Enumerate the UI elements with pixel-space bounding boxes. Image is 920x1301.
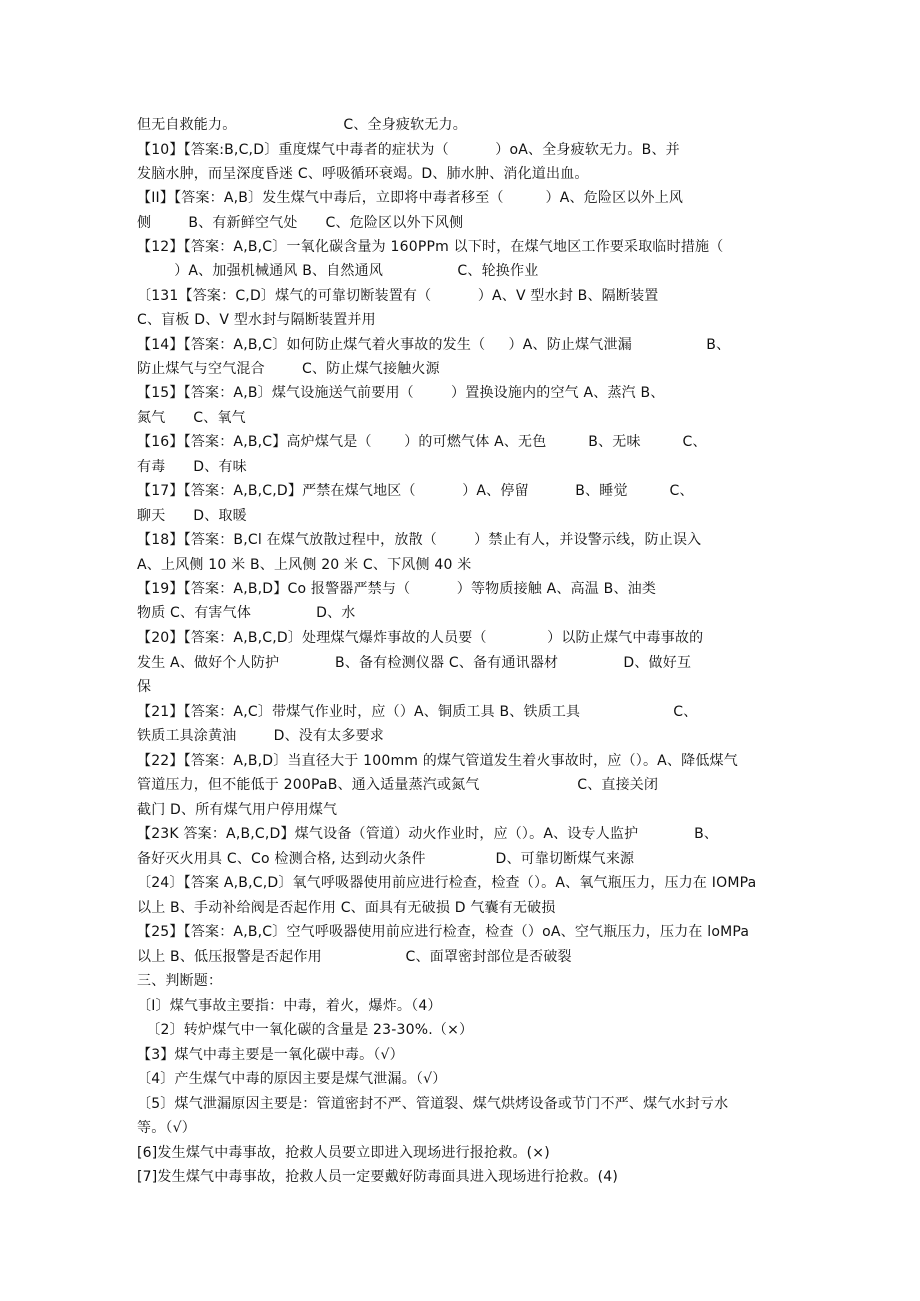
text-line: ）A、加强机械通风 B、自然通风 C、轮换作业 [137,263,539,279]
text-line: 【12】【答案：A,B,C〕一氧化碳含量为 160PPm 以下时，在煤气地区工作要采取临时措施（ [137,239,724,255]
text-line: 管道压力，但不能低于 200PaB、通入适量蒸汽或氮气 C、直接关闭 [137,777,659,793]
text-line: 〔4〕产生煤气中毒的原因主要是煤气泄漏。（√） [137,1071,447,1087]
text-line: 但无自救能力。 C、全身疲软无力。 [137,117,467,133]
text-line: 铁质工具涂黄油 D、没有太多要求 [137,728,384,744]
text-line: 以上 B、手动补给阀是否起作用 C、面具有无破损 D 气囊有无破损 [137,900,556,916]
text-line: C、盲板 D、V 型水封与隔断装置并用 [137,312,376,328]
text-line: 【3】煤气中毒主要是一氧化碳中毒。（√） [137,1047,404,1063]
text-line: 【10】【答案:B,C,D〕重度煤气中毒者的症状为（ ）oA、全身疲软无力。B、并 [137,142,680,158]
text-line: 〔2〕转炉煤气中一氧化碳的含量是 23-30%.（×） [137,1022,474,1038]
text-line: 截门 D、所有煤气用户停用煤气 [137,802,338,818]
text-line: 【23K 答案：A,B,C,D】煤气设备（管道）动火作业时，应（）。A、设专人监护 B、 [137,826,719,842]
text-line: 物质 C、有害气体 D、水 [137,605,356,621]
text-line: 侧 B、有新鲜空气处 C、危险区以外下风侧 [137,215,464,231]
text-line: 【17】【答案：A,B,C,D】严禁在煤气地区（ ）A、停留 B、睡觉 C、 [137,483,694,499]
text-line: 【14】【答案：A,B,C〕如何防止煤气着火事故的发生（ ）A、防止煤气泄漏 B、 [137,337,731,353]
text-line: 【22】【答案：A,B,D〕当直径大于 100mm 的煤气管道发生着火事故时，应（）。A、降低煤气 [137,753,738,769]
text-line: 备好灭火用具 C、Co 检测合格, 达到动火条件 D、可靠切断煤气来源 [137,851,635,867]
text-line: 以上 B、低压报警是否起作用 C、面罩密封部位是否破裂 [137,949,572,965]
text-line: 【19】【答案：A,B,D】Co 报警器严禁与（ ）等物质接触 A、高温 B、油类 [137,581,657,597]
text-line: 【II】【答案：A,B〕发生煤气中毒后，立即将中毒者移至（ ）A、危险区以外上风 [137,190,684,206]
text-line: [7]发生煤气中毒事故，抢救人员一定要戴好防毒面具进入现场进行抢救。(4) [137,1169,619,1185]
text-line: 防止煤气与空气混合 C、防止煤气接触火源 [137,361,440,377]
text-line: [6]发生煤气中毒事故，抢救人员要立即进入现场进行报抢救。(×) [137,1145,550,1161]
text-line: 【16】【答案：A,B,C】高炉煤气是（ ）的可燃气体 A、无色 B、无味 C、 [137,434,707,450]
text-line: 【20】【答案：A,B,C,D〕处理煤气爆炸事故的人员要（ ）以防止煤气中毒事故的 [137,630,704,646]
text-line: 等。（√） [137,1120,196,1136]
text-line: 聊天 D、取暖 [137,508,247,524]
text-line: 〔5〕煤气泄漏原因主要是：管道密封不严、管道裂、煤气烘烤设备或节门不严、煤气水封亏水 [137,1096,729,1112]
text-line: 保 [137,679,152,695]
text-line: 氮气 C、氧气 [137,410,246,426]
text-line: 〔24〕【答案 A,B,C,D〕氧气呼吸器使用前应进行检查，检查（）。A、氧气瓶压力，压力在 IOMPa [137,875,757,891]
text-line: 【21】【答案：A,C〕带煤气作业时，应（）A、铜质工具 B、铁质工具 C、 [137,704,698,720]
text-line: 〔I〕煤气事故主要指：中毒，着火，爆炸。（4） [137,998,442,1014]
text-line: A、上风侧 10 米 B、上风侧 20 米 C、下风侧 40 米 [137,557,472,573]
text-line: 发脑水肿，而呈深度昏迷 C、呼吸循环衰竭。D、肺水肿、消化道出血。 [137,166,589,182]
text-line: 发生 A、做好个人防护 B、备有检测仪器 C、备有通讯器材 D、做好互 [137,655,692,671]
text-line: 有毒 D、有味 [137,459,247,475]
text-line: 【18】【答案：B,Cl 在煤气放散过程中，放散（ ）禁止有人，并设警示线，防止误入 [137,532,702,548]
text-line: 〔131【答案：C,D〕煤气的可靠切断装置有（ ）A、V 型水封 B、隔断装置 [137,288,659,304]
text-line: 【15】【答案：A,B〕煤气设施送气前要用（ ）置换设施内的空气 A、蒸汽 B、 [137,385,665,401]
text-line: 三、判断题： [137,973,223,989]
text-line: 【25】【答案：A,B,C〕空气呼吸器使用前应进行检查，检查（）oA、空气瓶压力，压力在 loMPa [137,924,750,940]
